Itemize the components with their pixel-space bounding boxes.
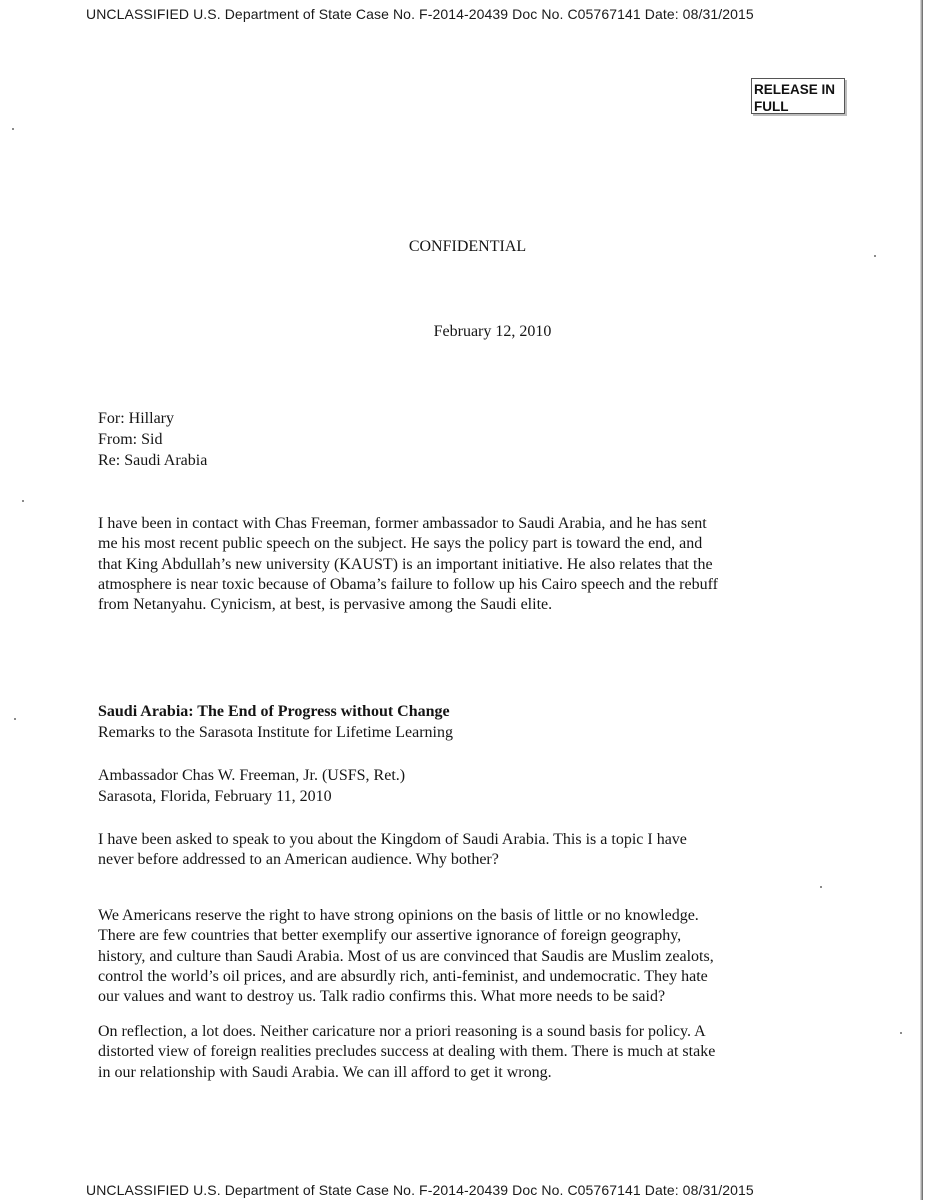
intro-line: that King Abdullah’s new university (KAUST) is an important initiative. He also relates that the <box>98 555 713 573</box>
paragraph-line: We Americans reserve the right to have strong opinions on the basis of little or no knowledge. <box>98 907 699 924</box>
paragraph-line: control the world’s oil prices, and are absurdly rich, anti-feminist, and undemocratic. They hate <box>98 967 708 985</box>
release-in-full-box <box>751 78 845 114</box>
paragraph-line: I have been asked to speak to you about the Kingdom of Saudi Arabia. This is a topic I have <box>98 831 687 848</box>
memo-from: From: Sid <box>98 431 163 448</box>
footer-classification-stamp: UNCLASSIFIED U.S. Department of State Case No. F-2014-20439 Doc No. C05767141 Date: 08/31/2015 <box>86 1182 754 1198</box>
scan-speck <box>14 718 16 720</box>
speech-paragraph-1 <box>98 830 838 871</box>
scan-speck <box>900 1032 902 1034</box>
release-box-line-1: RELEASE IN <box>754 82 836 97</box>
speech-place-date: Sarasota, Florida, February 11, 2010 <box>98 787 332 805</box>
paragraph-line: in our relationship with Saudi Arabia. We can ill afford to get it wrong. <box>98 1063 552 1081</box>
scan-speck <box>820 886 822 888</box>
scan-speck <box>22 500 24 502</box>
speaker-block <box>98 766 405 807</box>
release-box-line-2: FULL <box>754 99 789 114</box>
speech-paragraph-2 <box>98 906 838 1007</box>
header-classification-stamp: UNCLASSIFIED U.S. Department of State Case No. F-2014-20439 Doc No. C05767141 Date: 08/31/2015 <box>86 6 754 22</box>
paragraph-line: There are few countries that better exemplify our assertive ignorance of foreign geography, <box>98 927 682 945</box>
paragraph-line: distorted view of foreign realities precludes success at dealing with them. There is much at stake <box>98 1043 716 1061</box>
intro-line: me his most recent public speech on the subject. He says the policy part is toward the end, and <box>98 535 703 553</box>
intro-line: I have been in contact with Chas Freeman, former ambassador to Saudi Arabia, and he has sent <box>98 515 707 532</box>
speech-title: Saudi Arabia: The End of Progress without Change <box>98 703 450 720</box>
paragraph-line: history, and culture than Saudi Arabia. Most of us are convinced that Saudis are Muslim zealots, <box>98 947 714 965</box>
intro-line: atmosphere is near toxic because of Obama’s failure to follow up his Cairo speech and the rebuff <box>98 575 718 593</box>
paragraph-line: never before addressed to an American audience. Why bother? <box>98 851 499 869</box>
speech-paragraph-3 <box>98 1022 838 1083</box>
classification-heading: CONFIDENTIAL <box>408 238 527 255</box>
page-edge-shadow <box>920 0 923 1200</box>
memo-re: Re: Saudi Arabia <box>98 452 208 469</box>
memo-for: For: Hillary <box>98 410 174 427</box>
intro-paragraph <box>98 514 838 615</box>
speaker-name: Ambassador Chas W. Freeman, Jr. (USFS, Ret.) <box>98 767 406 784</box>
paragraph-line: our values and want to destroy us. Talk radio confirms this. What more needs to be said? <box>98 988 666 1006</box>
memo-date: February 12, 2010 <box>433 323 552 340</box>
paragraph-line: On reflection, a lot does. Neither caricature nor a priori reasoning is a sound basis for policy. A <box>98 1023 706 1040</box>
intro-line: from Netanyahu. Cynicism, at best, is pervasive among the Saudi elite. <box>98 596 553 614</box>
scan-speck <box>874 255 876 257</box>
memo-header <box>98 408 207 471</box>
scan-speck <box>12 128 14 130</box>
speech-title-block <box>98 702 453 743</box>
speech-subtitle: Remarks to the Sarasota Institute for Lifetime Learning <box>98 723 453 741</box>
